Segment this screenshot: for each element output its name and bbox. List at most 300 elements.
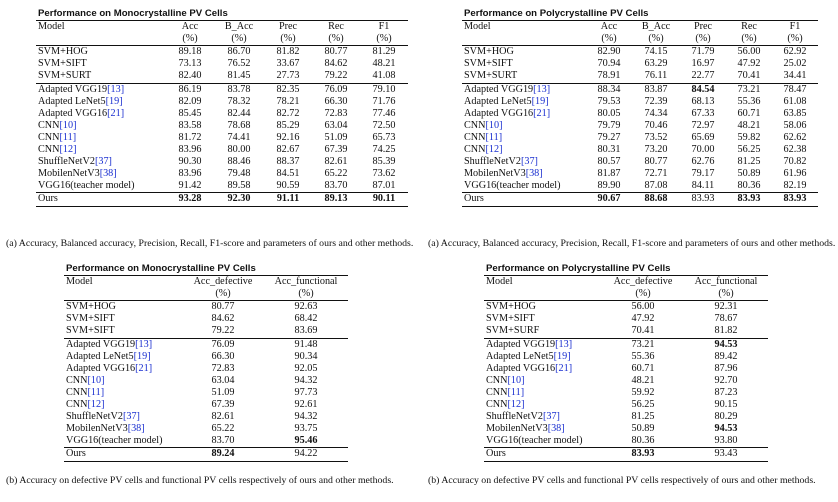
table-row bbox=[484, 338, 768, 351]
model-label: Adapted VGG19 bbox=[38, 83, 108, 95]
metric-value: 93.43 bbox=[684, 448, 768, 461]
metric-value: 82.35 bbox=[276, 83, 300, 95]
model-label: Ours bbox=[486, 448, 506, 460]
column-unit: (%) bbox=[312, 33, 360, 46]
metric-value: 83.96 bbox=[178, 168, 202, 180]
column-header: Model bbox=[64, 276, 182, 289]
metric-value: 92.31 bbox=[714, 301, 738, 313]
table-row bbox=[64, 423, 348, 435]
citation-link[interactable]: [38] bbox=[99, 168, 117, 180]
table-title: Performance on Polycrystalline PV Cells bbox=[486, 263, 671, 274]
metric-value: 86.19 bbox=[178, 83, 202, 95]
metric-value: 95.46 bbox=[264, 435, 348, 448]
metric-value: 62.62 bbox=[783, 131, 807, 143]
table-row bbox=[462, 180, 818, 193]
model-label: SVM+HOG bbox=[66, 301, 116, 313]
model-name bbox=[36, 168, 166, 180]
metric-value: 87.96 bbox=[714, 362, 738, 374]
metric-value: 79.17 bbox=[691, 168, 715, 180]
metric-value: 82.61 bbox=[324, 156, 348, 168]
column-header: B_Acc bbox=[632, 21, 680, 34]
metric-value: 83.93 bbox=[726, 193, 772, 206]
metric-value: 47.92 bbox=[737, 58, 761, 70]
metric-value: 82.67 bbox=[276, 144, 300, 156]
metric-value: 82.19 bbox=[772, 180, 818, 193]
model-name bbox=[64, 411, 182, 423]
metric-value: 83.87 bbox=[644, 83, 668, 95]
metric-value: 92.05 bbox=[294, 362, 318, 374]
metric-value: 56.25 bbox=[631, 399, 655, 411]
metric-value: 82.90 bbox=[597, 46, 621, 58]
table-row bbox=[484, 325, 768, 338]
metric-value: 71.79 bbox=[691, 46, 715, 58]
table-row bbox=[36, 83, 408, 96]
metric-value: 70.41 bbox=[726, 70, 772, 83]
metric-value: 83.93 bbox=[602, 448, 684, 461]
citation-link[interactable]: [13] bbox=[135, 338, 153, 350]
citation-link[interactable]: [38] bbox=[525, 168, 543, 180]
citation-link[interactable]: [37] bbox=[542, 411, 560, 423]
citation-link[interactable]: [12] bbox=[59, 144, 77, 156]
metric-value: 78.68 bbox=[227, 119, 251, 131]
metric-value: 16.97 bbox=[691, 58, 715, 70]
metric-value: 63.04 bbox=[324, 119, 348, 131]
metric-value: 87.01 bbox=[360, 180, 408, 193]
metric-value: 48.21 bbox=[737, 119, 761, 131]
model-name bbox=[462, 180, 586, 193]
metric-value: 50.89 bbox=[737, 168, 761, 180]
citation-link[interactable]: [11] bbox=[87, 386, 105, 398]
model-name bbox=[36, 58, 166, 70]
metric-value: 84.62 bbox=[211, 313, 235, 325]
column-header: Acc_functional bbox=[684, 276, 768, 289]
metric-value: 94.32 bbox=[294, 411, 318, 423]
model-name bbox=[484, 313, 602, 325]
model-label: VGG16(teacher model) bbox=[486, 435, 583, 447]
table-row bbox=[462, 70, 818, 83]
model-name bbox=[64, 448, 182, 461]
metric-value: 63.29 bbox=[644, 58, 668, 70]
table-row bbox=[484, 313, 768, 325]
citation-link[interactable]: [12] bbox=[485, 144, 503, 156]
metric-value: 79.48 bbox=[227, 168, 251, 180]
model-label: Adapted LeNet5 bbox=[38, 95, 106, 107]
citation-link[interactable]: [10] bbox=[59, 119, 77, 131]
model-name bbox=[484, 338, 602, 351]
citation-link[interactable]: [38] bbox=[547, 423, 565, 435]
table-row bbox=[484, 375, 768, 387]
metric-value: 65.73 bbox=[372, 131, 396, 143]
table-row bbox=[484, 435, 768, 448]
model-label: Adapted LeNet5 bbox=[464, 95, 532, 107]
metric-value: 73.62 bbox=[372, 168, 396, 180]
metric-value: 33.67 bbox=[276, 58, 300, 70]
citation-link[interactable]: [19] bbox=[105, 95, 123, 107]
table-row bbox=[462, 108, 818, 120]
metric-value: 88.37 bbox=[276, 156, 300, 168]
metric-value: 89.24 bbox=[182, 448, 264, 461]
metric-value: 63.04 bbox=[211, 374, 235, 386]
metric-value: 87.08 bbox=[632, 180, 680, 193]
metric-value: 91.48 bbox=[294, 338, 318, 350]
metric-value: 81.82 bbox=[276, 46, 300, 58]
table-row bbox=[64, 448, 348, 461]
citation-link[interactable]: [10] bbox=[507, 374, 525, 386]
metric-value: 63.85 bbox=[783, 107, 807, 119]
citation-link[interactable]: [13] bbox=[533, 83, 551, 95]
metric-value: 72.97 bbox=[691, 119, 715, 131]
model-name bbox=[36, 156, 166, 168]
column-header: Acc bbox=[586, 21, 632, 34]
model-label: VGG16(teacher model) bbox=[464, 180, 561, 192]
model-label: SVM+SURF bbox=[486, 325, 540, 337]
metric-value: 67.33 bbox=[691, 107, 715, 119]
column-unit: (%) bbox=[264, 288, 348, 301]
metric-value: 90.59 bbox=[264, 180, 312, 193]
metric-value: 59.92 bbox=[631, 386, 655, 398]
table-row bbox=[64, 375, 348, 387]
model-name bbox=[36, 193, 166, 206]
metric-value: 72.71 bbox=[644, 168, 668, 180]
metric-value: 90.30 bbox=[178, 156, 202, 168]
model-name bbox=[484, 387, 602, 399]
citation-link[interactable]: [12] bbox=[87, 399, 105, 411]
table-row bbox=[36, 144, 408, 156]
metric-value: 92.63 bbox=[294, 301, 318, 313]
metric-value: 80.31 bbox=[597, 144, 621, 156]
table-row bbox=[64, 399, 348, 411]
table-row bbox=[64, 387, 348, 399]
citation-link[interactable]: [21] bbox=[555, 362, 573, 374]
metric-value: 73.52 bbox=[644, 131, 668, 143]
model-name bbox=[36, 83, 166, 96]
citation-link[interactable]: [10] bbox=[485, 119, 503, 131]
metric-value: 22.77 bbox=[680, 70, 726, 83]
metric-value: 83.70 bbox=[182, 435, 264, 448]
table-row bbox=[64, 325, 348, 338]
column-header: B_Acc bbox=[214, 21, 264, 34]
metric-value: 82.09 bbox=[178, 95, 202, 107]
table-row bbox=[64, 363, 348, 375]
table-title: Performance on Monocrystalline PV Cells bbox=[38, 8, 228, 19]
model-label: VGG16(teacher model) bbox=[38, 180, 135, 192]
metric-value: 66.30 bbox=[211, 350, 235, 362]
metric-value: 82.44 bbox=[227, 107, 251, 119]
citation-link[interactable]: [12] bbox=[507, 399, 525, 411]
table-row bbox=[36, 193, 408, 206]
model-label: SVM+HOG bbox=[486, 301, 536, 313]
model-name bbox=[64, 423, 182, 435]
metric-value: 71.76 bbox=[372, 95, 396, 107]
metric-value: 70.46 bbox=[644, 119, 668, 131]
model-name bbox=[64, 387, 182, 399]
table-row bbox=[36, 96, 408, 108]
metric-value: 79.22 bbox=[182, 325, 264, 338]
citation-link[interactable]: [11] bbox=[485, 131, 503, 143]
citation-link[interactable]: [10] bbox=[87, 374, 105, 386]
citation-link[interactable]: [19] bbox=[531, 95, 549, 107]
table-row bbox=[462, 144, 818, 156]
table-row bbox=[462, 132, 818, 144]
model-label: SVM+SIFT bbox=[486, 313, 535, 325]
column-unit bbox=[36, 33, 166, 46]
citation-link[interactable]: [19] bbox=[553, 350, 571, 362]
model-label: SVM+SIFT bbox=[66, 313, 115, 325]
table-row bbox=[484, 399, 768, 411]
model-name bbox=[484, 423, 602, 435]
metric-value: 80.00 bbox=[227, 144, 251, 156]
metric-value: 91.11 bbox=[264, 193, 312, 206]
model-label: MobilenNetV3 bbox=[486, 423, 548, 435]
metric-value: 79.27 bbox=[597, 131, 621, 143]
metric-value: 70.00 bbox=[691, 144, 715, 156]
table-row bbox=[64, 411, 348, 423]
caption-a-right: (a) Accuracy, Balanced accuracy, Precision, Recall, F1-score and parameters of ours and other methods. bbox=[428, 238, 836, 249]
citation-link[interactable]: [13] bbox=[107, 83, 125, 95]
model-label: MobilenNetV3 bbox=[66, 423, 128, 435]
metric-value: 84.54 bbox=[691, 83, 715, 95]
metric-value: 68.13 bbox=[691, 95, 715, 107]
model-name bbox=[64, 351, 182, 363]
metric-value: 74.41 bbox=[227, 131, 251, 143]
metric-value: 73.20 bbox=[644, 144, 668, 156]
table-row bbox=[484, 301, 768, 314]
metric-value: 41.08 bbox=[360, 70, 408, 83]
model-name bbox=[64, 363, 182, 375]
metric-value: 81.72 bbox=[178, 131, 202, 143]
column-unit: (%) bbox=[182, 288, 264, 301]
metric-value: 89.13 bbox=[312, 193, 360, 206]
table-row bbox=[462, 96, 818, 108]
model-name bbox=[36, 96, 166, 108]
metric-value: 61.96 bbox=[783, 168, 807, 180]
metric-value: 62.38 bbox=[783, 144, 807, 156]
model-label: SVM+SURT bbox=[38, 70, 92, 82]
model-name bbox=[462, 70, 586, 83]
table-row bbox=[462, 193, 818, 206]
metric-value: 83.78 bbox=[227, 83, 251, 95]
metric-value: 78.21 bbox=[276, 95, 300, 107]
citation-link[interactable]: [38] bbox=[127, 423, 145, 435]
model-label: SVM+HOG bbox=[38, 46, 88, 58]
caption-b-left: (b) Accuracy on defective PV cells and functional PV cells respectively of ours and other methods. bbox=[6, 475, 394, 486]
table-row bbox=[64, 435, 348, 448]
metric-value: 82.61 bbox=[211, 411, 235, 423]
metric-value: 78.67 bbox=[714, 313, 738, 325]
metric-value: 79.22 bbox=[312, 70, 360, 83]
model-label: VGG16(teacher model) bbox=[66, 435, 163, 447]
citation-link[interactable]: [37] bbox=[94, 156, 112, 168]
table-poly-accuracy bbox=[484, 263, 768, 462]
table-row bbox=[462, 83, 818, 96]
metric-value: 88.46 bbox=[227, 156, 251, 168]
model-name bbox=[484, 435, 602, 448]
column-header: Acc_functional bbox=[264, 276, 348, 289]
metric-value: 93.80 bbox=[684, 435, 768, 448]
caption-b-right: (b) Accuracy on defective PV cells and functional PV cells respectively of ours and other methods. bbox=[428, 475, 816, 486]
metric-value: 72.83 bbox=[324, 107, 348, 119]
metric-value: 72.83 bbox=[211, 362, 235, 374]
table-row bbox=[36, 132, 408, 144]
model-name bbox=[64, 313, 182, 325]
metric-value: 51.09 bbox=[324, 131, 348, 143]
model-name bbox=[484, 375, 602, 387]
citation-link[interactable]: [11] bbox=[59, 131, 77, 143]
metric-value: 86.70 bbox=[227, 46, 251, 58]
citation-link[interactable]: [19] bbox=[133, 350, 151, 362]
model-label: Adapted VGG16 bbox=[486, 362, 556, 374]
citation-link[interactable]: [21] bbox=[533, 107, 551, 119]
model-label: CNN bbox=[66, 374, 88, 386]
table-row bbox=[36, 156, 408, 168]
column-unit: (%) bbox=[360, 33, 408, 46]
table-row bbox=[36, 46, 408, 59]
metric-value: 89.42 bbox=[714, 350, 738, 362]
citation-link[interactable]: [11] bbox=[507, 386, 525, 398]
citation-link[interactable]: [13] bbox=[555, 338, 573, 350]
metric-value: 90.11 bbox=[360, 193, 408, 206]
model-label: CNN bbox=[486, 399, 508, 411]
metric-value: 91.42 bbox=[166, 180, 214, 193]
model-label: MobilenNetV3 bbox=[464, 168, 526, 180]
metric-value: 81.45 bbox=[214, 70, 264, 83]
metric-value: 56.00 bbox=[631, 301, 655, 313]
table-row bbox=[484, 423, 768, 435]
table-row bbox=[462, 168, 818, 180]
metric-value: 88.34 bbox=[597, 83, 621, 95]
model-name bbox=[64, 435, 182, 448]
metric-value: 89.90 bbox=[586, 180, 632, 193]
column-unit: (%) bbox=[726, 33, 772, 46]
citation-link[interactable]: [37] bbox=[520, 156, 538, 168]
model-label: CNN bbox=[66, 399, 88, 411]
metric-value: 80.29 bbox=[714, 411, 738, 423]
metric-value: 85.29 bbox=[276, 119, 300, 131]
table-row bbox=[462, 46, 818, 59]
model-name bbox=[36, 144, 166, 156]
model-label: Adapted LeNet5 bbox=[66, 350, 134, 362]
metric-value: 76.09 bbox=[211, 338, 235, 350]
metric-value: 92.16 bbox=[276, 131, 300, 143]
metric-value: 83.93 bbox=[680, 193, 726, 206]
column-header: Rec bbox=[312, 21, 360, 34]
metric-value: 92.70 bbox=[714, 374, 738, 386]
model-name bbox=[36, 120, 166, 132]
metric-value: 89.18 bbox=[178, 46, 202, 58]
column-header: Acc_defective bbox=[602, 276, 684, 289]
column-unit: (%) bbox=[214, 33, 264, 46]
metric-value: 65.22 bbox=[211, 423, 235, 435]
model-name bbox=[484, 448, 602, 461]
table-row bbox=[36, 58, 408, 70]
table-row bbox=[64, 313, 348, 325]
model-name bbox=[484, 363, 602, 375]
model-label: CNN bbox=[38, 131, 60, 143]
metric-value: 81.82 bbox=[684, 325, 768, 338]
metric-value: 82.40 bbox=[166, 70, 214, 83]
metric-value: 81.25 bbox=[631, 411, 655, 423]
metric-value: 65.69 bbox=[691, 131, 715, 143]
metric-value: 70.94 bbox=[597, 58, 621, 70]
metric-value: 80.77 bbox=[324, 46, 348, 58]
model-label: Adapted VGG16 bbox=[66, 362, 136, 374]
metric-value: 90.67 bbox=[586, 193, 632, 206]
metric-value: 59.82 bbox=[737, 131, 761, 143]
model-name bbox=[484, 325, 602, 338]
model-label: CNN bbox=[486, 386, 508, 398]
metric-value: 58.06 bbox=[783, 119, 807, 131]
metric-value: 90.34 bbox=[294, 350, 318, 362]
model-label: CNN bbox=[486, 374, 508, 386]
model-label: Adapted VGG16 bbox=[38, 107, 108, 119]
metric-value: 94.22 bbox=[264, 448, 348, 461]
model-label: ShuffleNetV2 bbox=[38, 156, 95, 168]
model-name bbox=[462, 120, 586, 132]
metric-value: 87.23 bbox=[714, 386, 738, 398]
table-row bbox=[36, 70, 408, 83]
model-label: Adapted VGG19 bbox=[486, 338, 556, 350]
table-row bbox=[484, 448, 768, 461]
table-mono-accuracy bbox=[64, 263, 348, 462]
metric-value: 73.21 bbox=[737, 83, 761, 95]
column-header: Prec bbox=[264, 21, 312, 34]
metric-value: 62.76 bbox=[691, 156, 715, 168]
metric-value: 72.39 bbox=[644, 95, 668, 107]
model-label: SVM+SURT bbox=[464, 70, 518, 82]
citation-link[interactable]: [21] bbox=[107, 107, 125, 119]
model-name bbox=[484, 351, 602, 363]
model-name bbox=[64, 325, 182, 338]
model-name bbox=[36, 70, 166, 83]
metric-value: 93.28 bbox=[166, 193, 214, 206]
metric-value: 80.77 bbox=[211, 301, 235, 313]
metric-value: 83.96 bbox=[178, 144, 202, 156]
metric-value: 82.72 bbox=[276, 107, 300, 119]
model-label: MobilenNetV3 bbox=[38, 168, 100, 180]
column-unit: (%) bbox=[602, 288, 684, 301]
model-label: CNN bbox=[38, 144, 60, 156]
metric-value: 80.36 bbox=[602, 435, 684, 448]
table-row bbox=[36, 120, 408, 132]
metric-value: 50.89 bbox=[631, 423, 655, 435]
model-name bbox=[64, 301, 182, 314]
table-row bbox=[64, 351, 348, 363]
metric-value: 73.21 bbox=[631, 338, 655, 350]
model-label: Adapted VGG19 bbox=[66, 338, 136, 350]
model-name bbox=[36, 108, 166, 120]
metric-value: 25.02 bbox=[783, 58, 807, 70]
model-name bbox=[484, 399, 602, 411]
metric-value: 93.75 bbox=[294, 423, 318, 435]
model-label: CNN bbox=[66, 386, 88, 398]
column-unit: (%) bbox=[772, 33, 818, 46]
model-name bbox=[462, 144, 586, 156]
metric-value: 85.39 bbox=[372, 156, 396, 168]
table-row bbox=[36, 180, 408, 193]
metric-value: 84.11 bbox=[680, 180, 726, 193]
metric-value: 78.47 bbox=[783, 83, 807, 95]
metric-value: 85.45 bbox=[178, 107, 202, 119]
metric-value: 72.50 bbox=[372, 119, 396, 131]
citation-link[interactable]: [21] bbox=[135, 362, 153, 374]
column-unit: (%) bbox=[264, 33, 312, 46]
citation-link[interactable]: [37] bbox=[122, 411, 140, 423]
table-row bbox=[36, 108, 408, 120]
model-name bbox=[64, 338, 182, 351]
column-unit bbox=[64, 288, 182, 301]
metric-value: 55.36 bbox=[737, 95, 761, 107]
metric-value: 56.25 bbox=[737, 144, 761, 156]
